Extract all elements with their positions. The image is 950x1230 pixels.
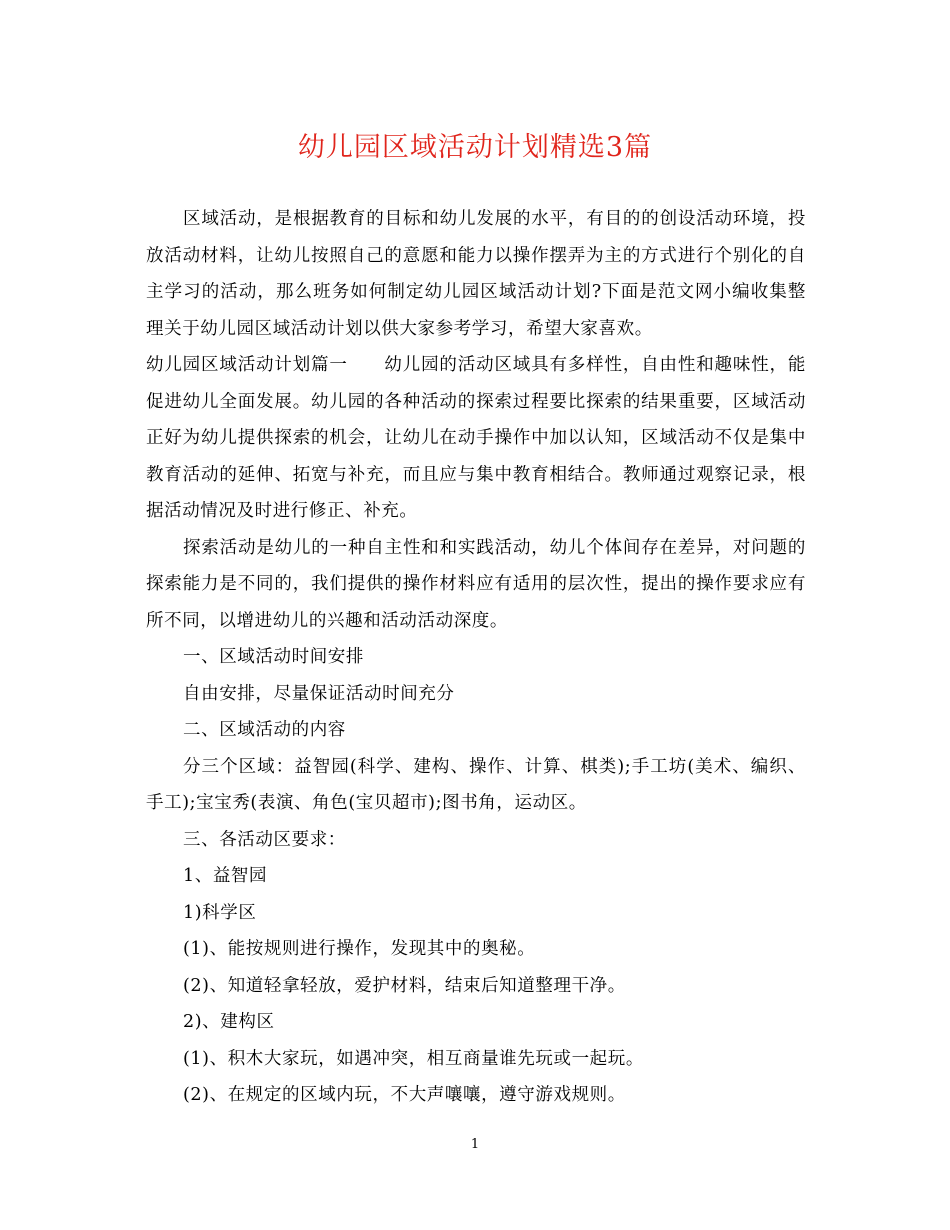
intro-paragraph: 区域活动，是根据教育的目标和幼儿发展的水平，有目的的创设活动环境，投放活动材料，让幼儿按照自己的意愿和能力以操作摆弄为主的方式进行个别化的自主学习的活动，那么班务如何制定幼儿园区域活动计划?下面是范文网小编收集整理关于幼儿园区域活动计划以供大家参考学习，希望大家喜欢。 xyxy=(146,209,806,339)
subheading-puzzle-garden: 1、益智园 xyxy=(183,866,268,886)
document-title: 幼儿园区域活动计划精选3篇 xyxy=(297,132,653,163)
subheading-construction-area: 2)、建构区 xyxy=(183,1012,275,1032)
areas-paragraph: 分三个区域：益智园(科学、建构、操作、计算、棋类);手工坊(美术、编织、手工);宝宝秀(表演、角色(宝贝超市);图书角，运动区。 xyxy=(146,756,806,813)
document-body xyxy=(146,201,806,1114)
science-rule-1: (1)、能按规则进行操作，发现其中的奥秘。 xyxy=(183,939,536,959)
exploration-paragraph: 探索活动是幼儿的一种自主性和和实践活动，幼儿个体间存在差异，对问题的探索能力是不同的，我们提供的操作材料应有适用的层次性，提出的操作要求应有所不同，以增进幼儿的兴趣和活动活动深度。 xyxy=(146,537,806,631)
time-arrangement-text: 自由安排，尽量保证活动时间充分 xyxy=(183,683,455,704)
page-number: 1 xyxy=(470,1137,480,1152)
subheading-science-area: 1)科学区 xyxy=(183,902,257,923)
plan-one-paragraph: 幼儿园区域活动计划篇一 幼儿园的活动区域具有多样性，自由性和趣味性，能促进幼儿全面发展。幼儿园的各种活动的探索过程要比探索的结果重要，区域活动正好为幼儿提供探索的机会，让幼儿在动手操作中加以认知，区域活动不仅是集中教育活动的延伸、拓宽与补充，而且应与集中教育相结合。教师通过观察记录，根据活动情况及时进行修正、补充。 xyxy=(146,355,806,521)
construction-rule-2: (2)、在规定的区域内玩，不大声嚷嚷，遵守游戏规则。 xyxy=(183,1085,626,1105)
science-rule-2: (2)、知道轻拿轻放，爱护材料，结束后知道整理干净。 xyxy=(183,975,626,996)
section-heading-content: 二、区域活动的内容 xyxy=(183,720,346,740)
construction-rule-1: (1)、积木大家玩，如遇冲突，相互商量谁先玩或一起玩。 xyxy=(183,1048,644,1069)
section-heading-time: 一、区域活动时间安排 xyxy=(183,647,364,667)
section-heading-requirements: 三、各活动区要求： xyxy=(183,829,346,850)
